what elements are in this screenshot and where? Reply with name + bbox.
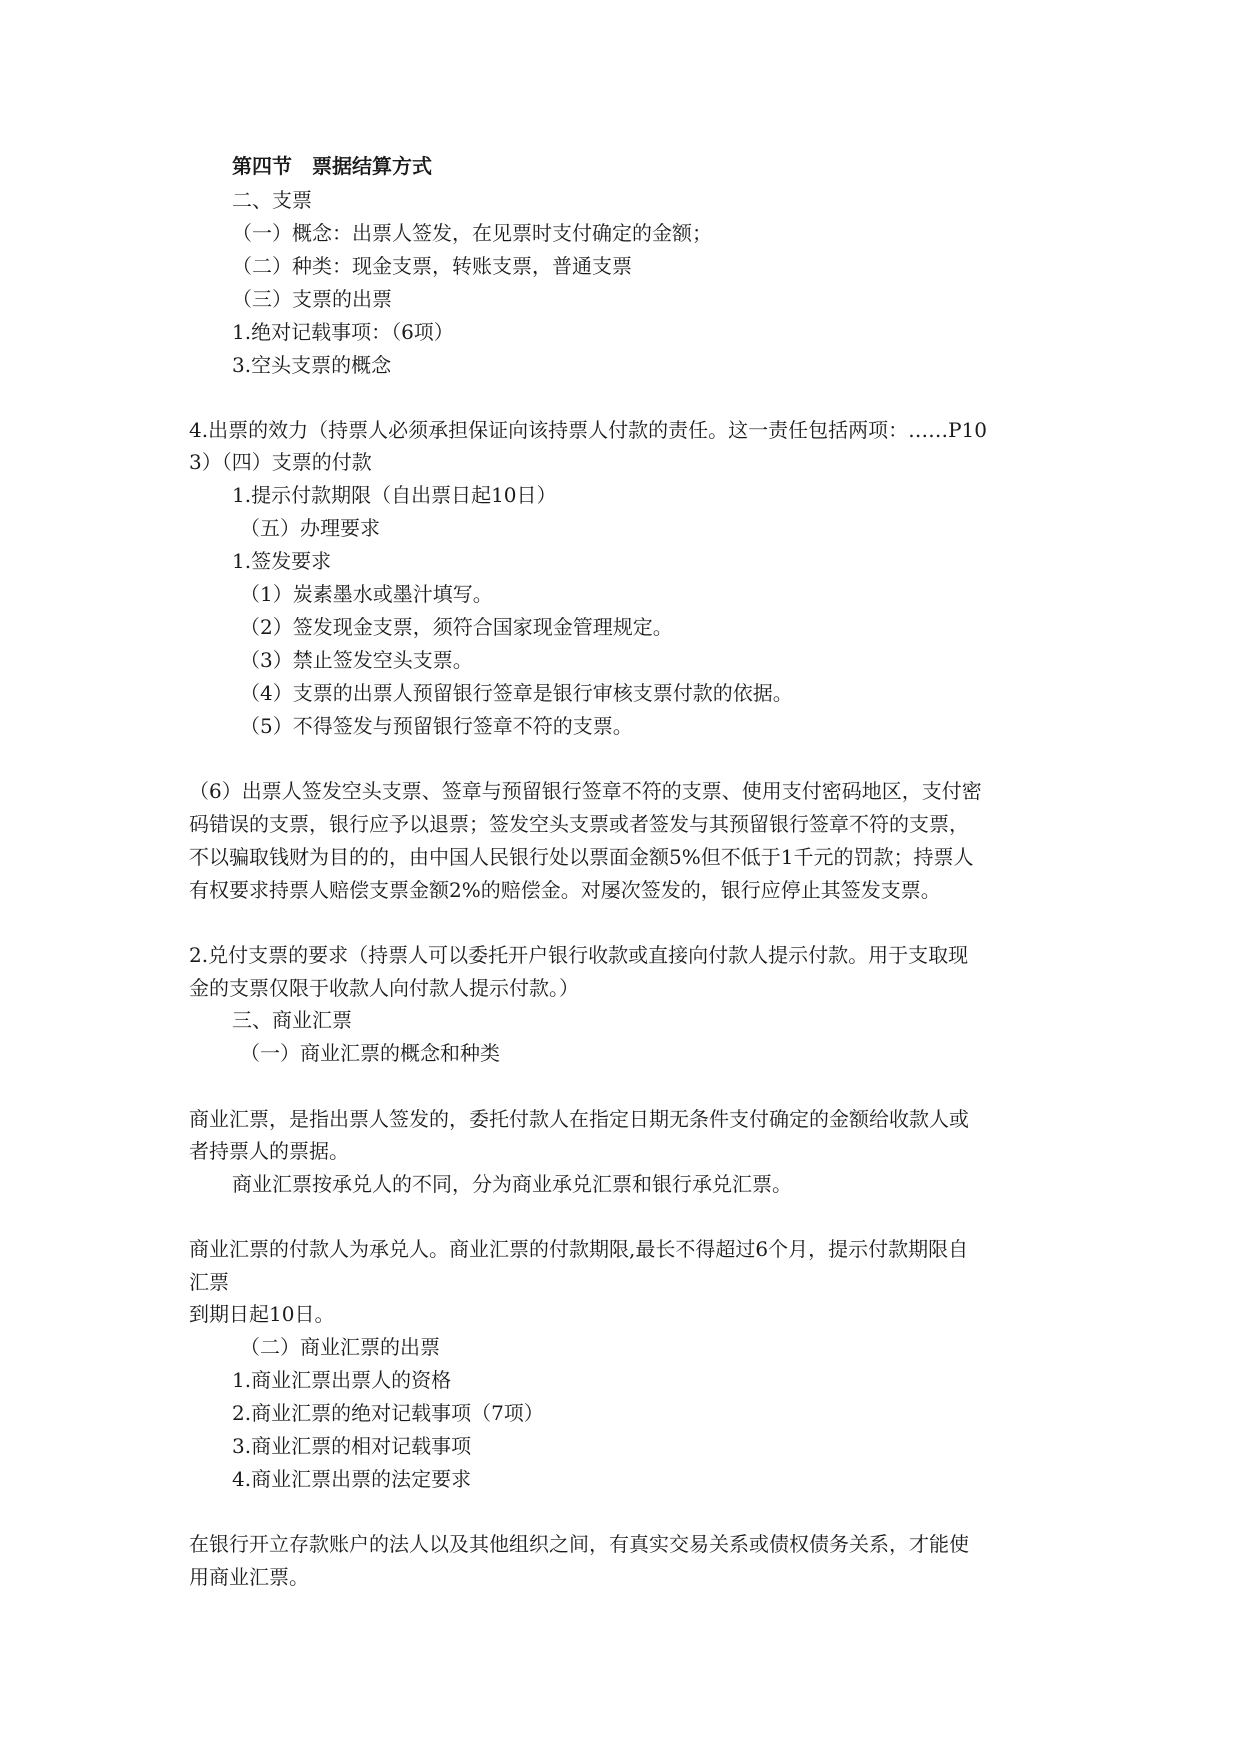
text-line: （一）商业汇票的概念和种类 (240, 1041, 500, 1065)
text-line: 1.绝对记载事项：（6项） (232, 320, 454, 344)
text-line: 3.空头支票的概念 (232, 353, 392, 377)
text-line: 1.商业汇票出票人的资格 (232, 1368, 452, 1392)
text-line: 商业汇票按承兑人的不同，分为商业承兑汇票和银行承兑汇票。 (232, 1172, 792, 1196)
text-line: 在银行开立存款账户的法人以及其他组织之间，有真实交易关系或债权债务关系，才能使 (189, 1532, 969, 1556)
text-line: 3）（四）支票的付款 (189, 450, 372, 474)
text-line: 3.商业汇票的相对记载事项 (232, 1434, 472, 1458)
text-line: （三）支票的出票 (232, 287, 392, 311)
text-line: 有权要求持票人赔偿支票金额2%的赔偿金。对屡次签发的，银行应停止其签发支票。 (189, 878, 941, 902)
text-line: （2）签发现金支票，须符合国家现金管理规定。 (240, 615, 673, 639)
text-line: 不以骗取钱财为目的的，由中国人民银行处以票面金额5%但不低于1千元的罚款；持票人 (189, 845, 974, 869)
text-line: 到期日起10日。 (189, 1302, 335, 1326)
text-line: （二）种类：现金支票，转账支票，普通支票 (232, 254, 632, 278)
text-line: 2.商业汇票的绝对记载事项（7项） (232, 1401, 544, 1425)
text-line: 4.商业汇票出票的法定要求 (232, 1467, 472, 1491)
text-line: 者持票人的票据。 (189, 1139, 349, 1163)
section-heading: 第四节 票据结算方式 (232, 154, 432, 178)
text-line: （6）出票人签发空头支票、签章与预留银行签章不符的支票、使用支付密码地区，支付密 (189, 779, 982, 803)
text-line: 三、商业汇票 (232, 1008, 352, 1032)
text-line: 4.出票的效力（持票人必须承担保证向该持票人付款的责任。这一责任包括两项：……P10 (189, 418, 987, 442)
text-line: 汇票 (189, 1270, 229, 1294)
text-line: （1）炭素墨水或墨汁填写。 (240, 582, 493, 606)
text-line: 1.签发要求 (232, 549, 332, 573)
text-line: 商业汇票的付款人为承兑人。商业汇票的付款期限,最长不得超过6个月，提示付款期限自 (189, 1237, 969, 1261)
text-line: （5）不得签发与预留银行签章不符的支票。 (240, 714, 633, 738)
text-line: （4）支票的出票人预留银行签章是银行审核支票付款的依据。 (240, 681, 793, 705)
text-line: 1.提示付款期限（自出票日起10日） (232, 483, 557, 507)
text-line: 用商业汇票。 (189, 1565, 309, 1589)
text-line: （一）概念：出票人签发，在见票时支付确定的金额； (232, 221, 712, 245)
text-line: 二、支票 (232, 188, 312, 212)
text-line: （3）禁止签发空头支票。 (240, 648, 473, 672)
text-line: 2.兑付支票的要求（持票人可以委托开户银行收款或直接向付款人提示付款。用于支取现 (189, 943, 969, 967)
text-line: 商业汇票，是指出票人签发的，委托付款人在指定日期无条件支付确定的金额给收款人或 (189, 1107, 969, 1131)
text-line: 码错误的支票，银行应予以退票；签发空头支票或者签发与其预留银行签章不符的支票， (189, 812, 969, 836)
text-line: （五）办理要求 (240, 516, 380, 540)
text-line: 金的支票仅限于收款人向付款人提示付款。） (189, 976, 579, 1000)
text-line: （二）商业汇票的出票 (240, 1335, 440, 1359)
